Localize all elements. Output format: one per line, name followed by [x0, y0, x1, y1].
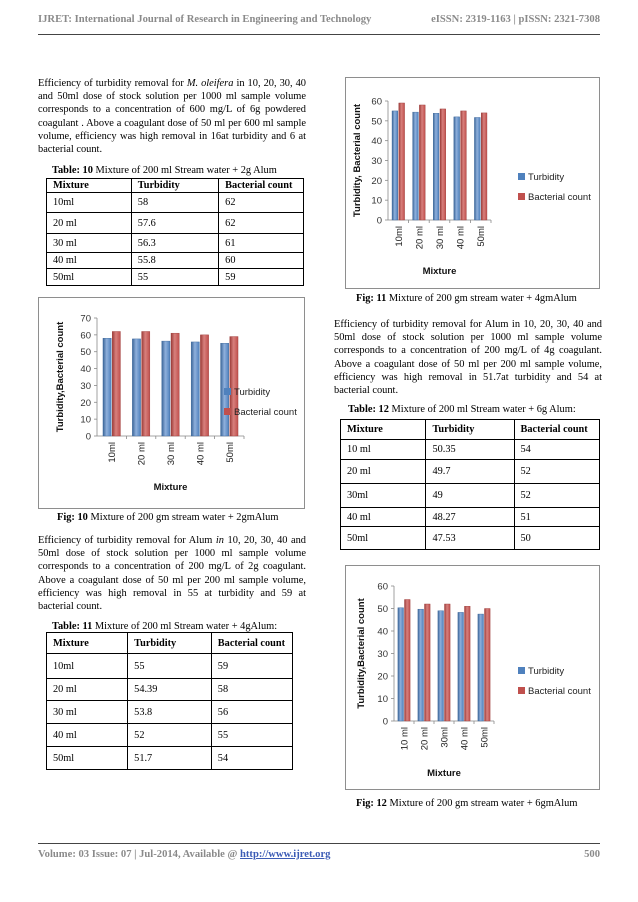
table-cell: 54.39 [128, 679, 212, 701]
table-cell: 62 [219, 193, 304, 213]
table-cell: 20 ml [47, 679, 128, 701]
table-header-row [47, 179, 304, 193]
legend-label-turbidity: Turbidity [528, 172, 565, 183]
legend-label-turbidity: Turbidity [528, 666, 565, 677]
chart-fig-10 [38, 297, 305, 509]
y-tick-label: 20 [371, 175, 382, 187]
bar-turbidity-4 [474, 117, 480, 220]
table-cell: 40 ml [47, 253, 132, 269]
y-axis-title: Turbidity, Bacterial count [352, 103, 363, 218]
y-tick-label: 0 [382, 716, 388, 728]
x-axis-title: Mixture [427, 768, 461, 779]
table-12 [340, 419, 600, 550]
table-cell: 58 [211, 679, 292, 701]
table-row [47, 747, 293, 770]
y-tick-label: 30 [377, 649, 388, 660]
bar-bacterial-2 [440, 109, 446, 220]
legend-label-bacterial: Bacterial count [234, 407, 297, 418]
bar-bacterial-2 [171, 333, 179, 436]
table-header-row [47, 633, 293, 654]
table-cell: 62 [219, 213, 304, 234]
table-cell: 51 [514, 508, 599, 527]
table-cell: 55 [128, 654, 212, 679]
table-cell: 30 ml [47, 701, 128, 724]
table-cell: 50ml [341, 527, 426, 550]
y-tick-label: 30 [80, 380, 91, 392]
journal-title: IJRET: International Journal of Research in Engineering and Technology [38, 14, 372, 25]
x-tick-label: 10ml [393, 226, 405, 247]
table-cell: 55 [211, 724, 292, 747]
column-header: Mixture [47, 633, 128, 654]
x-tick-label: 50ml [476, 226, 488, 247]
x-axis-title: Mixture [153, 482, 188, 493]
column-header: Turbidity [128, 633, 212, 654]
y-tick-label: 50 [377, 604, 388, 615]
bar-bacterial-0 [399, 103, 405, 220]
table-row [341, 484, 600, 508]
bar-bacterial-4 [481, 113, 487, 220]
bar-bacterial-2 [445, 604, 451, 721]
column-header: Bacterial count [514, 420, 599, 440]
table-cell: 10ml [47, 193, 132, 213]
table-cell: 40 ml [341, 508, 426, 527]
y-tick-label: 0 [376, 215, 382, 227]
paragraph-moringa: Efficiency of turbidity removal for M. oleifera in 10, 20, 30, 40 and 50ml dose of stock solution per 1000 ml sample volume corresponds to a concentration of 600 mg/L of 6g powdered coagulant . Above a coagulant dose of 50 ml per 600 ml sample volume, efficiency was high removal in 16at turbidity and 6 at bacterial count. [38, 78, 306, 156]
page-header [38, 14, 600, 36]
table-row [47, 213, 304, 234]
legend-swatch-turbidity [518, 667, 525, 674]
bar-bacterial-1 [425, 604, 431, 721]
footer-divider [38, 843, 600, 844]
x-tick-label: 40 ml [195, 442, 207, 466]
table-row [47, 679, 293, 701]
header-divider [38, 34, 600, 35]
table-row [47, 701, 293, 724]
y-tick-label: 10 [80, 414, 91, 426]
table-12-caption: Table: 12 Mixture of 200 ml Stream water + 6g Alum: [348, 404, 576, 415]
table-10 [46, 178, 304, 286]
bar-bacterial-1 [142, 331, 150, 436]
figure-11-caption: Fig: 11 Mixture of 200 gm stream water + 4gmAlum [356, 293, 577, 304]
chart-fig-12 [345, 565, 600, 790]
bar-turbidity-0 [398, 608, 404, 721]
y-tick-label: 20 [377, 671, 388, 683]
column-header: Bacterial count [219, 179, 304, 193]
x-tick-label: 10 ml [399, 727, 411, 751]
figure-12-caption: Fig: 12 Mixture of 200 gm stream water + 6gmAlum [356, 798, 578, 809]
y-tick-label: 40 [377, 626, 388, 638]
x-tick-label: 20 ml [136, 442, 148, 466]
bar-turbidity-2 [162, 341, 170, 436]
table-cell: 57.6 [131, 213, 218, 234]
x-tick-label: 40 ml [459, 727, 471, 751]
column-header: Bacterial count [211, 633, 292, 654]
table-cell: 48.27 [426, 508, 514, 527]
table-cell: 55 [131, 269, 218, 286]
table-cell: 10ml [47, 654, 128, 679]
bar-turbidity-0 [103, 338, 111, 436]
paragraph-4g-alum: Efficiency of turbidity removal for Alum in 10, 20, 30, 40 and 50ml dose of stock solution per 1000 ml sample volume corresponds to a concentration of 200 mg/L of 4g coagulant. Above a coagulant dose of 50 ml per 200 ml sample volume, efficiency was high removal in 51.7at turbidity and 54 at bacterial count. [334, 319, 602, 397]
x-axis-title: Mixture [422, 266, 457, 277]
table-cell: 60 [219, 253, 304, 269]
table-row [341, 460, 600, 484]
bar-turbidity-3 [458, 612, 464, 721]
table-cell: 55.8 [131, 253, 218, 269]
footer-volume: Volume: 03 Issue: 07 | Jul-2014, Available @ http://www.ijret.org [38, 849, 331, 860]
x-tick-label: 50ml [224, 442, 236, 463]
bar-bacterial-4 [485, 609, 491, 722]
table-cell: 61 [219, 234, 304, 253]
y-tick-label: 10 [377, 694, 388, 705]
table-cell: 20 ml [341, 460, 426, 484]
issn-info: eISSN: 2319-1163 | pISSN: 2321-7308 [431, 14, 600, 25]
x-tick-label: 30 ml [166, 442, 177, 466]
y-tick-label: 70 [80, 313, 91, 325]
table-cell: 50ml [47, 269, 132, 286]
table-cell: 52 [128, 724, 212, 747]
table-cell: 56 [211, 701, 292, 724]
column-header: Mixture [341, 420, 426, 440]
table-row [47, 269, 304, 286]
bar-bacterial-0 [405, 600, 411, 722]
table-cell: 56.3 [131, 234, 218, 253]
y-tick-label: 60 [377, 581, 388, 593]
table-row [341, 508, 600, 527]
journal-link[interactable]: http://www.ijret.org [240, 849, 331, 860]
column-header: Mixture [47, 179, 132, 193]
legend-swatch-turbidity [518, 173, 525, 180]
table-cell: 50ml [47, 747, 128, 770]
x-tick-label: 20 ml [414, 226, 426, 250]
table-cell: 52 [514, 484, 599, 508]
x-tick-label: 40 ml [455, 226, 467, 250]
bar-turbidity-0 [392, 111, 398, 220]
table-cell: 53.8 [128, 701, 212, 724]
legend-label-bacterial: Bacterial count [528, 192, 591, 203]
table-row [341, 527, 600, 550]
bar-turbidity-2 [433, 113, 439, 220]
table-row [341, 440, 600, 460]
table-header-row [341, 420, 600, 440]
table-cell: 50.35 [426, 440, 514, 460]
table-cell: 54 [514, 440, 599, 460]
bar-bacterial-3 [200, 335, 208, 436]
species-name: M. oleifera [186, 78, 234, 89]
bar-turbidity-4 [478, 614, 484, 721]
bar-turbidity-3 [454, 117, 460, 220]
table-cell: 47.53 [426, 527, 514, 550]
table-cell: 49.7 [426, 460, 514, 484]
x-tick-label: 50ml [479, 727, 491, 748]
y-axis-title: Turbidity,Bacterial count [55, 321, 66, 433]
table-10-caption: Table: 10 Mixture of 200 ml Stream water + 2g Alum [52, 165, 277, 176]
table-row [47, 234, 304, 253]
bar-bacterial-3 [465, 606, 471, 721]
y-tick-label: 40 [371, 136, 382, 148]
table-cell: 10 ml [341, 440, 426, 460]
paragraph-2g-alum: Efficiency of turbidity removal for Alum in 10, 20, 30, 40 and 50ml dose of stock solution per 1000 ml sample volume corresponds to a concentration of 200 mg/L of 2g coagulant. Above a coagulant dose of 50 ml per 200 ml sample volume, efficiency was high removal in 55 at turbidity and 59 at bacterial count. [38, 535, 306, 613]
bar-bacterial-3 [461, 111, 467, 220]
table-row [47, 193, 304, 213]
y-tick-label: 0 [85, 431, 91, 443]
legend-swatch-bacterial [518, 687, 525, 694]
table-cell: 54 [211, 747, 292, 770]
bar-turbidity-1 [418, 609, 424, 721]
table-cell: 59 [211, 654, 292, 679]
y-tick-label: 50 [80, 347, 91, 359]
y-tick-label: 60 [371, 96, 382, 108]
y-tick-label: 40 [80, 364, 91, 376]
table-row [47, 654, 293, 679]
y-tick-label: 60 [80, 330, 91, 342]
page-number: 500 [584, 849, 600, 860]
table-cell: 20 ml [47, 213, 132, 234]
column-header: Turbidity [426, 420, 514, 440]
table-cell: 58 [131, 193, 218, 213]
legend-label-bacterial: Bacterial count [528, 686, 591, 697]
x-tick-label: 10ml [107, 442, 119, 463]
y-tick-label: 20 [80, 397, 91, 409]
table-cell: 49 [426, 484, 514, 508]
legend-swatch-bacterial [224, 408, 231, 415]
legend-swatch-bacterial [518, 193, 525, 200]
y-tick-label: 50 [371, 116, 382, 128]
table-row [47, 253, 304, 269]
column-header: Turbidity [131, 179, 218, 193]
bar-turbidity-2 [438, 611, 444, 721]
legend-swatch-turbidity [224, 388, 231, 395]
y-tick-label: 10 [371, 195, 382, 207]
y-axis-title: Turbidity,Bacterial count [356, 598, 367, 709]
figure-10-caption: Fig: 10 Mixture of 200 gm stream water + 2gmAlum [57, 512, 279, 523]
table-11-caption: Table: 11 Mixture of 200 ml Stream water + 4gAlum: [52, 621, 278, 632]
bar-turbidity-1 [132, 339, 140, 436]
bar-turbidity-3 [191, 342, 199, 436]
legend-label-turbidity: Turbidity [234, 387, 271, 398]
table-cell: 50 [514, 527, 599, 550]
x-tick-label: 30 ml [435, 226, 446, 250]
table-cell: 51.7 [128, 747, 212, 770]
bar-bacterial-1 [419, 105, 425, 220]
bar-bacterial-0 [112, 331, 120, 436]
y-tick-label: 30 [371, 156, 382, 167]
table-cell: 52 [514, 460, 599, 484]
table-cell: 40 ml [47, 724, 128, 747]
x-tick-label: 20 ml [419, 727, 431, 751]
table-cell: 30 ml [47, 234, 132, 253]
table-row [47, 724, 293, 747]
table-cell: 30ml [341, 484, 426, 508]
x-tick-label: 30ml [439, 727, 451, 748]
bar-turbidity-1 [413, 112, 419, 220]
chart-fig-11 [345, 77, 600, 289]
table-cell: 59 [219, 269, 304, 286]
table-11 [46, 632, 293, 770]
